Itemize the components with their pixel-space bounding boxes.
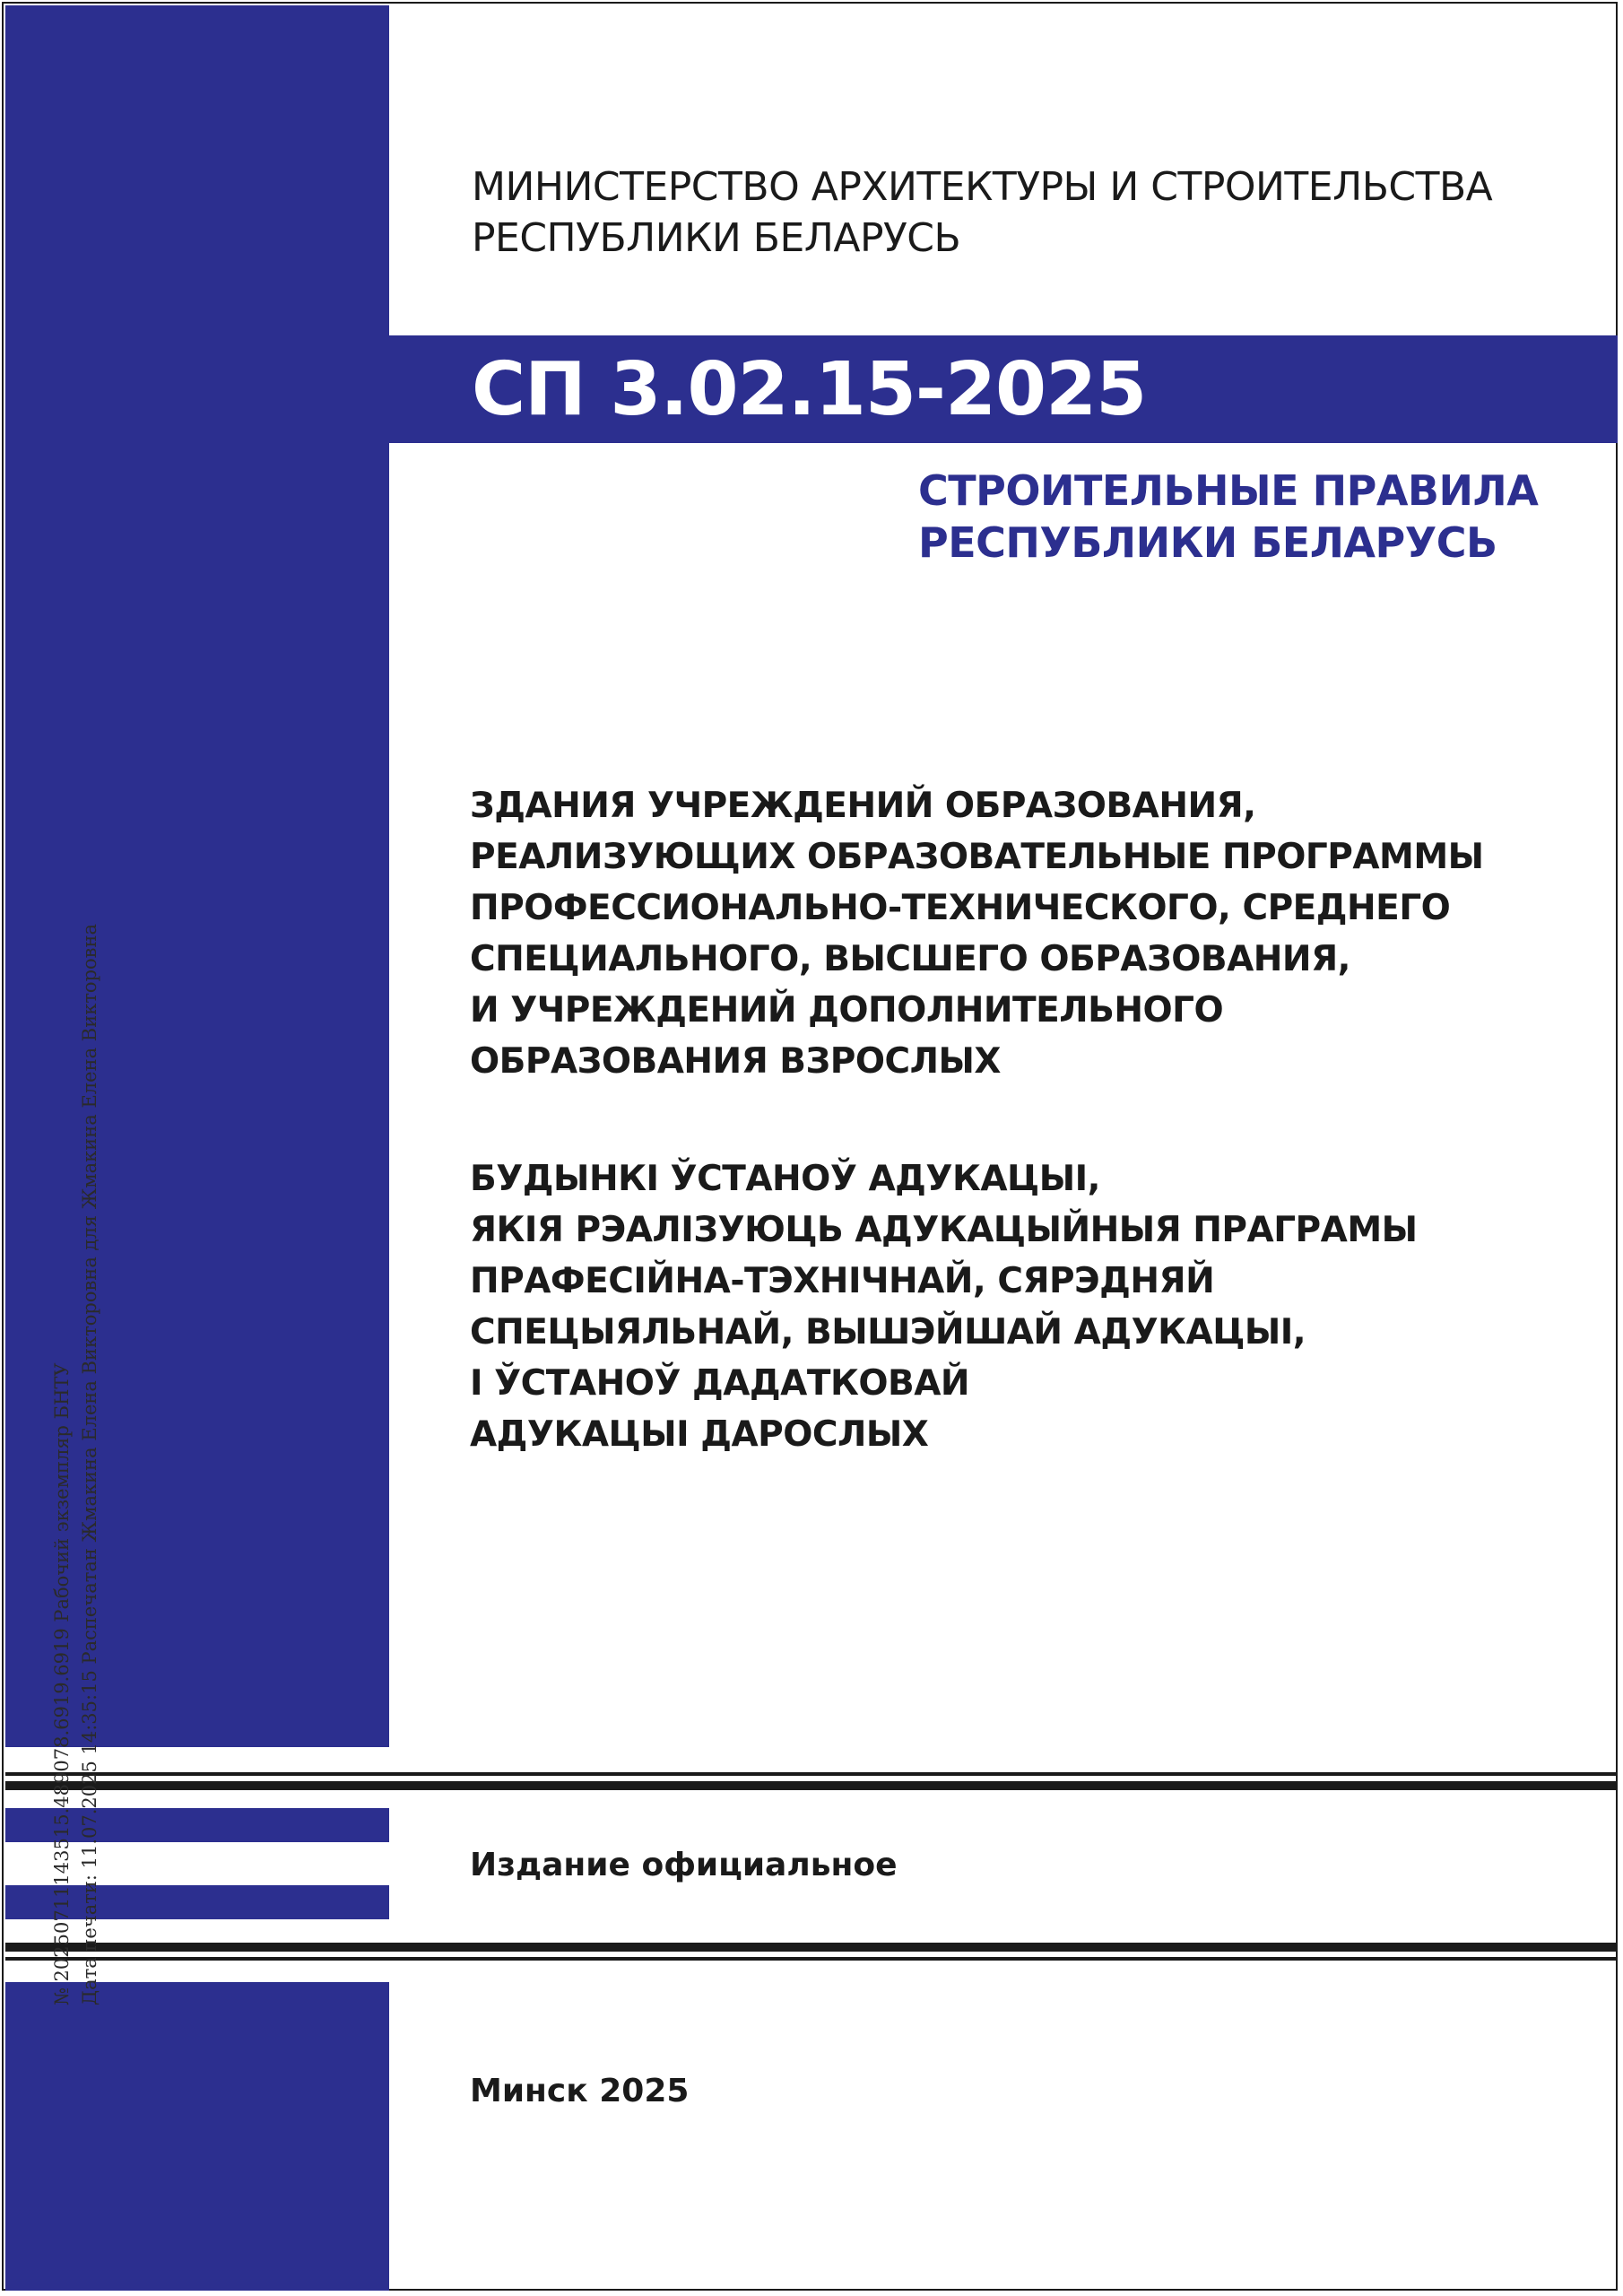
- left-blue-band-bottom: [5, 1982, 389, 2291]
- title-line: ОБРАЗОВАНИЯ ВЗРОСЛЫХ: [470, 1041, 1001, 1082]
- title-line: ЯКІЯ РЭАЛІЗУЮЦЬ АДУКАЦЫЙНЫЯ ПРАГРАМЫ: [470, 1210, 1418, 1250]
- edition-label: Издание официальное: [470, 1847, 898, 1883]
- title-russian: [470, 780, 1484, 1087]
- title-belarusian: [470, 1153, 1418, 1460]
- title-line: ЗДАНИЯ УЧРЕЖДЕНИЙ ОБРАЗОВАНИЯ,: [470, 786, 1256, 826]
- ministry-line: РЕСПУБЛИКИ БЕЛАРУСЬ: [472, 215, 961, 261]
- divider-thick-bottom: [5, 1943, 1618, 1952]
- divider-thin-top: [5, 1772, 1618, 1776]
- print-stamp-line-2: Дата печати: 11.07.2025 14:35:15 Распечатан Жмакина Елена Викторовна для Жмакина Елена Викторовна: [79, 923, 100, 2005]
- title-line: ПРАФЕСІЙНА-ТЭХНІЧНАЙ, СЯРЭДНЯЙ: [470, 1261, 1215, 1301]
- document-series: [918, 465, 1538, 569]
- ministry-name: [472, 161, 1492, 264]
- divider-thin-bottom: [5, 1957, 1618, 1961]
- title-line: СПЕЦЫЯЛЬНАЙ, ВЫШЭЙШАЙ АДУКАЦЫІ,: [470, 1312, 1306, 1352]
- title-line: И УЧРЕЖДЕНИЙ ДОПОЛНИТЕЛЬНОГО: [470, 990, 1224, 1031]
- divider-thick-top: [5, 1781, 1618, 1790]
- series-line: РЕСПУБЛИКИ БЕЛАРУСЬ: [918, 518, 1497, 567]
- title-line: АДУКАЦЫІ ДАРОСЛЫХ: [470, 1414, 929, 1455]
- city-year: Минск 2025: [470, 2073, 690, 2109]
- title-line: СПЕЦИАЛЬНОГО, ВЫСШЕГО ОБРАЗОВАНИЯ,: [470, 939, 1350, 979]
- document-code: СП 3.02.15-2025: [472, 347, 1147, 432]
- title-line: РЕАЛИЗУЮЩИХ ОБРАЗОВАТЕЛЬНЫЕ ПРОГРАММЫ: [470, 837, 1484, 877]
- ministry-line: МИНИСТЕРСТВО АРХИТЕКТУРЫ И СТРОИТЕЛЬСТВА: [472, 164, 1493, 210]
- title-line: І ЎСТАНОЎ ДАДАТКОВАЙ: [470, 1363, 970, 1404]
- series-line: СТРОИТЕЛЬНЫЕ ПРАВИЛА: [918, 466, 1539, 515]
- print-stamp-line-1: № 20250711143515.489078.6919.6919 Рабочий экземпляр БНТУ: [51, 1362, 73, 2005]
- title-line: БУДЫНКІ ЎСТАНОЎ АДУКАЦЫІ,: [470, 1159, 1100, 1199]
- title-line: ПРОФЕССИОНАЛЬНО-ТЕХНИЧЕСКОГО, СРЕДНЕГО: [470, 888, 1451, 928]
